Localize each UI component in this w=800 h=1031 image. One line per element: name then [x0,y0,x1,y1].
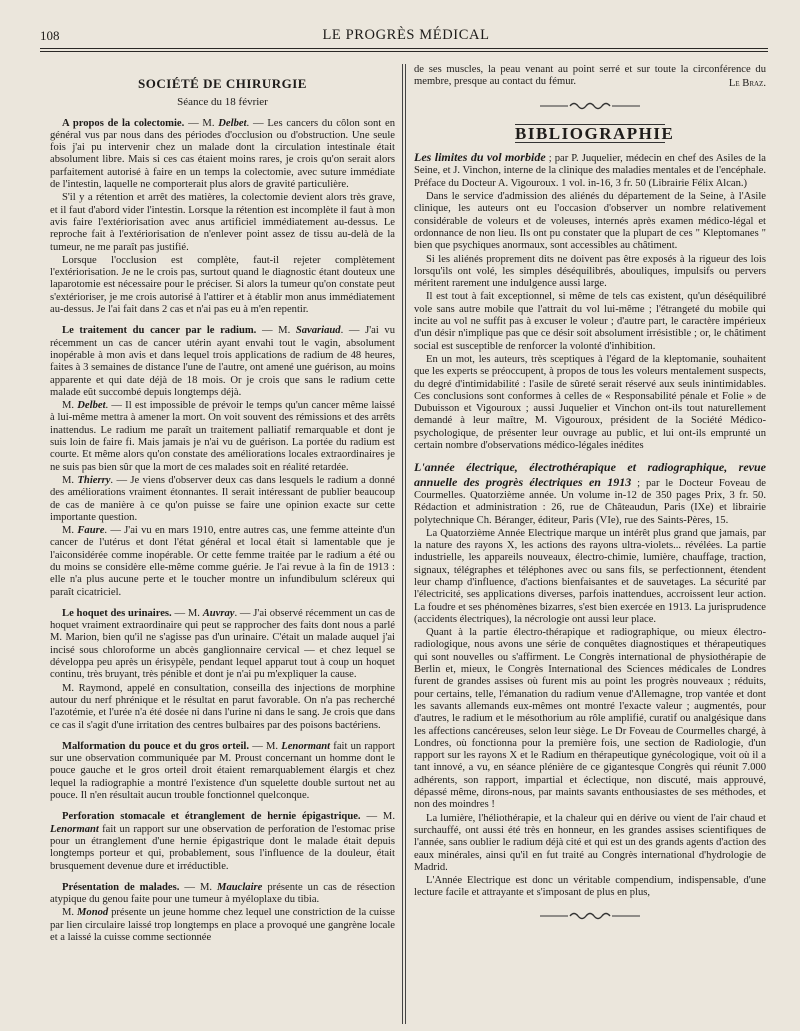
author-signature: Le Braz. [728,77,766,89]
article-radium: Le traitement du cancer par le radium. — M. Savariaud. — J'ai vu récemment un cas de cancer utérin ayant envahi tout le vagin, absolument inopérable à mon avis et dans lequel trois applications de radium de 48 heures, faites à 3 semaines de distance l'une de l'autre, ont amené une guérison, au moins apparente et qui date déjà de 18 mois. Or je crois que sans le radium cette malade eût succombé depuis longtemps déjà. [50,325,396,398]
article-colectomie: A propos de la colectomie. — M. Delbet. — Les cancers du côlon sont en général vus par nous dans des périodes d'occlusion ou d'obstruction. Une seule fois j'ai pu intervenir chez un malade dont la circulation intestinale était absolument libre. Mais si ces cas étaient moins rares, je crois qu'on serait alors parfaitement autorisé à faire en un temps la colectomie, avec suture immédiate de l'intestin, laquelle ne comporterait plus alors de gravité particulière. [50,117,396,191]
paragraph: M. Thierry. — Je viens d'observer deux cas dans lesquels le radium a donné des améliorations vraiment étonnantes. Il serait intéressant de publier beaucoup de cas de manière à ce qu'on puisse se faire une opinion exacte sur cette importante question. [50,474,395,523]
paragraph: M. Raymond, appelé en consultation, conseilla des injections de morphine autour du nerf phrénique et le résultat en parut favorable. On n'a pas recherché l'azotémie, et l'urée n'a été dosée ni dans l'urine ni dans le sang. Je crois que dans ce cas il s'agit d'une irritation des centres bulbaires par des poisons bactériens. [50,682,395,731]
speaker-name: Monod [76,907,109,919]
paragraph: En un mot, les auteurs, très sceptiques à l'égard de la kleptomanie, souhaitent que les experts se préoccupent, à propos de tous les voleurs mentalement suspects, du degré d'intimidabilité : l'asile de sûreté serait réservé aux seuls inintimidables. Ces conclusions sont conformes à celles de « Responsabilité pénale et Folie » de Dubuisson et Vigouroux ; aussi Juquelier et Vinchon ont-ils tout naturellement demandé à leur maître, M. Vigouroux, président de la Société Médico-psychologique, de présenter leur ouvrage au public, et lui ont-ils emprunté un certain nombre d'observations médico-légales inédites [414,353,766,452]
paragraph: Lorsque l'occlusion est complète, faut-il rejeter complètement l'extériorisation. Je ne le crois pas, surtout quand le diagnostic étant douteux une laparotomie est nécessaire pour le préciser. Si alors la tumeur qu'on constate peut s'extérioriser, je me crois autorisé à l'attirer et à établir mon anus immédiatement au-dessus. Je l'ai fait dans 2 cas et n'ai pas eu à m'en repentir. [50,254,395,316]
paragraph: M. Faure. — J'ai vu en mars 1910, entre autres cas, une femme atteinte d'un cancer de l'utérus et dont l'état général et local était si lamentable que je l'aiconsidérée comme inopérable. Or cette femme traitée par le radium a été ou du moins se considère elle-même comme guérie. Je l'ai revue à la fin de 1913 : elle n'a plus aucune perte et le toucher montre un infundibulum scléreux qui paraît cicatriciel. [50,525,395,598]
article-title: Perforation stomacale et étranglement de hernie épigastrique. [62,811,361,823]
article-hoquet: Le hoquet des urinaires. — M. Auvray. — J'ai observé récemment un cas de hoquet vraiment extraordinaire qui peut se rapprocher des faits dont nous a parlé M. Marion, bien qu'il ne s'agisse pas d'un urinaire. C'était un malade auquel j'ai incisé sous chloroforme un abcès ganglionnaire cervical — et chez lequel se développa peu après un érisypèle, pendant lequel apparut tout à coup un hoquet continu, très bruyant, très pénible et dont je n'ai pu m'expliquer la cause. [50,607,395,681]
speaker-name: Delbet [77,400,106,412]
page-number: 108 [40,28,60,43]
speaker-name: Lenormant [50,823,99,835]
paragraph: M. Monod présente un jeune homme chez lequel une constriction de la cuisse par lien circulaire laissé trop longtemps en place a provoqué une gangrène locale et a laissé la cuisse comme sectionnée [50,907,395,943]
speaker-name: Savariaud [295,325,341,337]
ornament-icon [540,910,640,922]
article-presentation: Présentation de malades. — M. Mauclaire présente un cas de résection atypique du genou faite pour une tumeur à myéloplaxe du tibia. [50,881,395,906]
speaker-name: Mauclaire [217,881,263,893]
speaker-name: Delbet [218,117,247,129]
left-column [50,64,395,945]
header-rule-secondary [40,51,768,52]
paragraph: La Quatorzième Année Electrique marque un intérêt plus grand que jamais, par la nature des rayons X, les actions des rayons ultra-violets... révélées. La partie industrielle, les appareils nouveaux, électro-chimie, lumière, chauffage, traction, signaux, télégraphes et téléphones avec ou sans fils, se perfectionnent, étendent leur champ d'influence, d'actions bienfaisantes et de sauvetages. La sécurité par l'électricité, ses applications diverses, parfois inattendues, accroissent leur action. La foudre et ses phénomènes bizarres, s'est bien exercée en 1913. La jurisprudence (accidents électriques), la nécrologie ont aussi leur place. [414,527,766,625]
column-divider [402,64,403,1024]
book-entry-annee-electrique: L'année électrique, électrothérapique et radiographique, revue annuelle des progrès électriques en 1913 ; par le Docteur Foveau de Courmelles. Quatorzième année. Un volume in-12 de 350 pages Prix, 3 fr. 50. Rédaction et administration : 26, rue de Châteaudun, Paris (IXe) et librairie polytechnique Ch. Béranger, éditeur, Paris (VIe), rue des Saints-Pères, 15. [414,460,766,526]
session-date: Séance du 18 février [177,96,268,109]
speaker-name: Lenormant [281,740,331,752]
article-title: A propos de la colectomie. [62,117,185,129]
speaker-name: Thierry [77,474,111,486]
article-title: Malformation du pouce et du gros orteil. [62,740,249,752]
article-malformation: Malformation du pouce et du gros orteil. — M. Lenormant fait un rapport sur une observation communiquée par M. Proust concernant un homme dont le pouce gauche et le gros orteil droit étaient remarquablement élargis et chez lequel la radiographie a montré l'existence d'un squelette double surtout net au pouce. Il n'en résultait aucun trouble fonctionnel quelconque. [50,740,395,802]
paragraph: Il est tout à fait exceptionnel, si même de tels cas existent, qu'un déséquilibré vole sans autre mobile que l'attrait du vol lui-même ; l'étrangeté du mobile qui incite au vol ne suffit pas à excuser le voleur ; d'autre part, le caractère impérieux d'un désir n'implique pas que ce désir soit absolument irrésistible ; or, le châtiment social est susceptible de renforcer la volonté d'inhibition. [414,291,766,352]
ornament-icon [540,100,640,112]
book-title: Les limites du vol morbide [414,150,546,165]
column-divider-secondary [405,64,406,1024]
ornament-divider [414,100,766,114]
bibliography-title: BIBLIOGRAPHIE [515,123,675,143]
section-title: SOCIÉTÉ DE CHIRURGIE [138,76,307,91]
page-header [30,26,782,46]
speaker-name: Faure [77,525,105,537]
paragraph: Si les aliénés proprement dits ne doivent pas être exposés à la rigueur des lois lorsqu'ils ont volé, les simples déséquilibrés, abouliques, impulsifs ou pervers méritent rarement une indulgence aussi large. [414,253,766,290]
article-title: Le hoquet des urinaires. [62,607,172,619]
paragraph: S'il y a rétention et arrêt des matières, la colectomie devient alors très grave, et il faut d'abord vider l'intestin. Lorsque la rétention est incomplète il faut à mon avis faire l'extériorisation avec anus artificiel immédiatement au-dessus. Le reproche fait à l'extériorisation de n'enlever point assez de tissu au-delà de la tumeur, ne me paraît pas justifié. [50,192,395,253]
article-title: Présentation de malades. [62,881,180,893]
paragraph: L'Année Electrique est donc un véritable compendium, indispensable, d'une lecture facile et attrayante et s'imposant de plus en plus, [414,875,766,899]
journal-title: LE PROGRÈS MÉDICAL [322,27,490,43]
article-perforation: Perforation stomacale et étranglement de hernie épigastrique. — M. Lenormant fait un rapport sur une observation de perforation de l'estomac prise pour un étranglement d'une hernie épigastrique dont le malade était depuis longtemps porteur et qui, probablement, sous l'influence de la douleur, était brusquement devenue dure et irréductible. [50,811,395,872]
header-rule [40,48,768,49]
paragraph: Dans le service d'admission des aliénés du département de la Seine, à l'Asile clinique, les auteurs ont eu l'occasion d'observer un nombre relativement considérable de voleurs et de voleuses, internés après examen médico-légal et ordonnance de non lieu. Ils ont pu constater que la plupart de ces " Kleptomanes " bien que psychiques anormaux, sont accessibles au châtiment. [414,191,766,252]
paragraph: La lumière, l'héliothérapie, et la chaleur qui en dérive ou vient de l'air chaud et surchauffé, ont aussi été très en honneur, en les grandes assises scientifiques de l'année, sans oublier le radium déjà cité et qui est un des grands agents d'action des eaux minérales, ainsi qu'il en fut traité au Congrès international d'hydrologie de Madrid. [414,812,766,873]
book-entry-vol-morbide: Les limites du vol morbide ; par P. Juquelier, médecin en chef des Asiles de la Seine, et J. Vinchon, interne de la clinique des maladies mentales et de l'encéphale. Préface du Docteur A. Vigouroux. 1 vol. in-16, 3 fr. 50 (Librairie Félix Alcan.) [414,150,766,189]
continued-text: de ses muscles, la peau venant au point serré et sur toute la circonférence du membre, presque au contact du fémur. [414,64,766,88]
speaker-name: Auvray [202,607,235,619]
book-title: L'année électrique, électrothérapique et radiographique, revue annuelle des progrès électriques en 1913 [414,460,766,489]
right-column [414,64,766,934]
article-title: Le traitement du cancer par le radium. [62,325,257,337]
paragraph: Quant à la partie électro-thérapique et radiographique, ou mieux électro-radiologique, nous avons une série de conquêtes diagnostiques et thérapeutiques qui sont nouvelles ou s'affirment. Le Congrès international de physiothérapie de Berlin et, mieux, le Congrès International des Sciences médicales de Londres furent de grandes assises où furent mis au point les progrès nouveaux ; réduits, pour certains, telle, l'émanation du radium venue d'Allemagne, trop vantée et dont les savants allemands eux-mêmes ont montré l'exacte valeur ; augmentés, pour d'autres, le radium et le mésothorium au rôle amplifié, curatif ou analgésique dans les affections cancéreuses, selon leur siège. Le Dr Foveau de Courmelles chargé, à Londres, où fonctionna pour la première fois, une section de Radiologie, d'un rapport sur les rayons X et le Radium en thérapeutique gynécologique, voit où il a tant innové, a vu, en séance plénière de ce gigantesque Congrès qui réunit 7.000 adhérents, son rapport, impartial et éclectique, non discuté, mais approuvé, dépassé même, dirons-nous, par maints savants enthousiastes de ses méthodes, et non des moindres ! [414,627,766,811]
paragraph: M. Delbet. — Il est impossible de prévoir le temps qu'un cancer même laissé à lui-même mettra à amener la mort. On voit souvent des rémissions et des arrêts inattendus. Le radium me paraît un traitement palliatif remarquable et dont je suis loin de faire fi. Mais jamais je n'ai vu de guérison. La portée du radium est courte. Et même alors qu'on constate des améliorations locales extraordinaires je ne suis pas bien sûr que la mort de ces malades soit en réalité retardée. [50,400,395,473]
ornament-divider [414,910,766,924]
